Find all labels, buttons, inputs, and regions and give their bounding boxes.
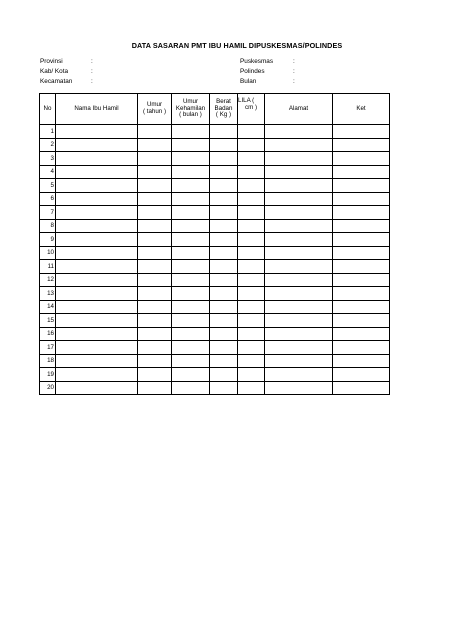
cell-alamat[interactable]	[265, 179, 333, 193]
cell-alamat[interactable]	[265, 368, 333, 382]
table-row	[40, 354, 390, 368]
cell-lila[interactable]	[238, 206, 265, 220]
cell-lila[interactable]	[238, 192, 265, 206]
cell-kehamilan[interactable]	[172, 233, 210, 247]
row-number: 18	[40, 354, 56, 368]
cell-berat[interactable]	[210, 341, 238, 355]
cell-alamat[interactable]	[265, 125, 333, 139]
header-berat-line3: ( Kg )	[215, 111, 232, 119]
info-colon: :	[293, 58, 295, 65]
cell-alamat[interactable]	[265, 233, 333, 247]
cell-ket[interactable]	[333, 354, 390, 368]
header-no: No	[40, 94, 56, 125]
cell-berat[interactable]	[210, 381, 238, 395]
header-ket: Ket	[333, 94, 390, 125]
cell-lila[interactable]	[238, 381, 265, 395]
header-berat-badan	[210, 94, 238, 125]
row-number: 15	[40, 314, 56, 328]
info-puskesmas	[240, 57, 295, 67]
cell-umur[interactable]	[138, 300, 172, 314]
cell-lila[interactable]	[238, 246, 265, 260]
cell-nama[interactable]	[56, 300, 138, 314]
cell-umur[interactable]	[138, 368, 172, 382]
cell-lila[interactable]	[238, 179, 265, 193]
table-row	[40, 138, 390, 152]
cell-umur[interactable]	[138, 219, 172, 233]
cell-kehamilan[interactable]	[172, 246, 210, 260]
row-number: 1	[40, 125, 56, 139]
info-left	[40, 57, 93, 87]
header-umur-line2: ( tahun )	[142, 108, 167, 115]
cell-berat[interactable]	[210, 327, 238, 341]
table-row	[40, 260, 390, 274]
cell-ket[interactable]	[333, 179, 390, 193]
cell-nama[interactable]	[56, 246, 138, 260]
table-row	[40, 192, 390, 206]
header-kehamilan-line2: Kehamilan	[175, 104, 206, 112]
row-number: 10	[40, 246, 56, 260]
info-label: Kecamatan	[40, 78, 73, 85]
row-number: 20	[40, 381, 56, 395]
cell-ket[interactable]	[333, 125, 390, 139]
cell-nama[interactable]	[56, 260, 138, 274]
cell-ket[interactable]	[333, 341, 390, 355]
header-alamat: Alamat	[265, 94, 333, 125]
table-row	[40, 341, 390, 355]
cell-nama[interactable]	[56, 206, 138, 220]
info-kecamatan	[40, 77, 93, 87]
cell-alamat[interactable]	[265, 165, 333, 179]
table-row	[40, 125, 390, 139]
cell-lila[interactable]	[238, 219, 265, 233]
table-row	[40, 381, 390, 395]
cell-lila[interactable]	[238, 368, 265, 382]
table-row	[40, 314, 390, 328]
cell-ket[interactable]	[333, 287, 390, 301]
cell-berat[interactable]	[210, 287, 238, 301]
table-row	[40, 273, 390, 287]
cell-umur[interactable]	[138, 179, 172, 193]
info-colon: :	[293, 78, 295, 85]
cell-lila[interactable]	[238, 233, 265, 247]
cell-nama[interactable]	[56, 368, 138, 382]
row-number: 16	[40, 327, 56, 341]
row-number: 17	[40, 341, 56, 355]
cell-umur[interactable]	[138, 165, 172, 179]
row-number: 19	[40, 368, 56, 382]
cell-alamat[interactable]	[265, 192, 333, 206]
cell-alamat[interactable]	[265, 152, 333, 166]
cell-lila[interactable]	[238, 260, 265, 274]
cell-kehamilan[interactable]	[172, 260, 210, 274]
cell-lila[interactable]	[238, 341, 265, 355]
header-umur	[138, 94, 172, 125]
cell-nama[interactable]	[56, 138, 138, 152]
table-row	[40, 233, 390, 247]
table-row	[40, 287, 390, 301]
cell-umur[interactable]	[138, 354, 172, 368]
table-header-row	[40, 94, 390, 125]
cell-ket[interactable]	[333, 381, 390, 395]
row-number: 7	[40, 206, 56, 220]
cell-alamat[interactable]	[265, 300, 333, 314]
cell-nama[interactable]	[56, 341, 138, 355]
cell-alamat[interactable]	[265, 260, 333, 274]
table-row	[40, 368, 390, 382]
cell-ket[interactable]	[333, 192, 390, 206]
cell-lila[interactable]	[238, 165, 265, 179]
info-label: Bulan	[240, 78, 257, 85]
row-number: 6	[40, 192, 56, 206]
header-umur-line1: Umur	[146, 101, 163, 109]
document-title: DATA SASARAN PMT IBU HAMIL DIPUSKESMAS/POLINDES	[131, 41, 343, 50]
table-row	[40, 152, 390, 166]
cell-lila[interactable]	[238, 273, 265, 287]
cell-umur[interactable]	[138, 287, 172, 301]
cell-berat[interactable]	[210, 273, 238, 287]
data-table	[39, 93, 390, 395]
info-provinsi	[40, 57, 93, 67]
info-bulan	[240, 77, 295, 87]
cell-nama[interactable]	[56, 179, 138, 193]
cell-berat[interactable]	[210, 219, 238, 233]
cell-berat[interactable]	[210, 246, 238, 260]
cell-alamat[interactable]	[265, 206, 333, 220]
cell-umur[interactable]	[138, 206, 172, 220]
cell-nama[interactable]	[56, 381, 138, 395]
cell-kehamilan[interactable]	[172, 368, 210, 382]
cell-berat[interactable]	[210, 206, 238, 220]
cell-lila[interactable]	[238, 354, 265, 368]
cell-umur[interactable]	[138, 260, 172, 274]
info-polindes	[240, 67, 295, 77]
header-kehamilan-line3: ( bulan )	[179, 111, 202, 119]
cell-lila[interactable]	[238, 138, 265, 152]
info-right	[240, 57, 295, 87]
cell-umur[interactable]	[138, 138, 172, 152]
cell-kehamilan[interactable]	[172, 138, 210, 152]
cell-alamat[interactable]	[265, 287, 333, 301]
cell-kehamilan[interactable]	[172, 152, 210, 166]
cell-nama[interactable]	[56, 219, 138, 233]
cell-umur[interactable]	[138, 381, 172, 395]
cell-alamat[interactable]	[265, 341, 333, 355]
cell-alamat[interactable]	[265, 354, 333, 368]
table-row	[40, 165, 390, 179]
info-colon: :	[91, 58, 93, 65]
row-number: 9	[40, 233, 56, 247]
cell-lila[interactable]	[238, 327, 265, 341]
info-label: Polindes	[240, 68, 265, 75]
cell-berat[interactable]	[210, 152, 238, 166]
header-berat-line1: Berat	[216, 98, 231, 106]
cell-lila[interactable]	[238, 300, 265, 314]
table-row	[40, 327, 390, 341]
row-number: 8	[40, 219, 56, 233]
cell-nama[interactable]	[56, 152, 138, 166]
cell-umur[interactable]	[138, 273, 172, 287]
cell-berat[interactable]	[210, 233, 238, 247]
row-number: 3	[40, 152, 56, 166]
table-row	[40, 179, 390, 193]
cell-kehamilan[interactable]	[172, 381, 210, 395]
cell-kehamilan[interactable]	[172, 287, 210, 301]
cell-nama[interactable]	[56, 125, 138, 139]
cell-nama[interactable]	[56, 287, 138, 301]
cell-ket[interactable]	[333, 206, 390, 220]
cell-berat[interactable]	[210, 192, 238, 206]
cell-kehamilan[interactable]	[172, 125, 210, 139]
cell-alamat[interactable]	[265, 273, 333, 287]
info-kab-kota	[40, 67, 93, 77]
cell-ket[interactable]	[333, 368, 390, 382]
info-colon: :	[91, 68, 93, 75]
cell-kehamilan[interactable]	[172, 179, 210, 193]
row-number: 13	[40, 287, 56, 301]
row-number: 2	[40, 138, 56, 152]
cell-berat[interactable]	[210, 300, 238, 314]
cell-alamat[interactable]	[265, 219, 333, 233]
cell-berat[interactable]	[210, 125, 238, 139]
cell-nama[interactable]	[56, 273, 138, 287]
row-number: 4	[40, 165, 56, 179]
table-row	[40, 300, 390, 314]
cell-ket[interactable]	[333, 273, 390, 287]
cell-lila[interactable]	[238, 287, 265, 301]
cell-berat[interactable]	[210, 138, 238, 152]
cell-alamat[interactable]	[265, 327, 333, 341]
cell-berat[interactable]	[210, 368, 238, 382]
cell-kehamilan[interactable]	[172, 192, 210, 206]
cell-berat[interactable]	[210, 314, 238, 328]
cell-kehamilan[interactable]	[172, 219, 210, 233]
cell-lila[interactable]	[238, 125, 265, 139]
cell-berat[interactable]	[210, 260, 238, 274]
cell-kehamilan[interactable]	[172, 341, 210, 355]
cell-nama[interactable]	[56, 165, 138, 179]
cell-ket[interactable]	[333, 138, 390, 152]
header-nama-ibu-hamil: Nama Ibu Hamil	[56, 94, 138, 125]
cell-kehamilan[interactable]	[172, 327, 210, 341]
row-number: 5	[40, 179, 56, 193]
cell-ket[interactable]	[333, 219, 390, 233]
cell-nama[interactable]	[56, 314, 138, 328]
info-colon: :	[293, 68, 295, 75]
header-lila	[238, 94, 265, 125]
info-label: Puskesmas	[240, 58, 274, 65]
row-number: 11	[40, 260, 56, 274]
cell-alamat[interactable]	[265, 314, 333, 328]
header-kehamilan-line1: Umur	[182, 98, 199, 106]
cell-ket[interactable]	[333, 165, 390, 179]
cell-berat[interactable]	[210, 354, 238, 368]
header-umur-kehamilan	[172, 94, 210, 125]
table-row	[40, 219, 390, 233]
cell-nama[interactable]	[56, 192, 138, 206]
cell-lila[interactable]	[238, 152, 265, 166]
info-colon: :	[91, 78, 93, 85]
cell-umur[interactable]	[138, 125, 172, 139]
cell-ket[interactable]	[333, 327, 390, 341]
cell-umur[interactable]	[138, 327, 172, 341]
cell-berat[interactable]	[210, 179, 238, 193]
cell-kehamilan[interactable]	[172, 314, 210, 328]
info-label: Kab/ Kota	[40, 68, 69, 75]
cell-umur[interactable]	[138, 341, 172, 355]
cell-kehamilan[interactable]	[172, 206, 210, 220]
cell-ket[interactable]	[333, 246, 390, 260]
cell-lila[interactable]	[238, 314, 265, 328]
table-row	[40, 246, 390, 260]
cell-alamat[interactable]	[265, 138, 333, 152]
cell-alamat[interactable]	[265, 246, 333, 260]
cell-umur[interactable]	[138, 192, 172, 206]
cell-kehamilan[interactable]	[172, 273, 210, 287]
row-number: 14	[40, 300, 56, 314]
header-lila-line2: cm )	[244, 103, 258, 111]
cell-ket[interactable]	[333, 152, 390, 166]
cell-umur[interactable]	[138, 152, 172, 166]
cell-ket[interactable]	[333, 314, 390, 328]
cell-alamat[interactable]	[265, 381, 333, 395]
cell-nama[interactable]	[56, 327, 138, 341]
table-body	[40, 125, 390, 395]
cell-ket[interactable]	[333, 233, 390, 247]
table-row	[40, 206, 390, 220]
cell-kehamilan[interactable]	[172, 354, 210, 368]
cell-ket[interactable]	[333, 260, 390, 274]
info-label: Provinsi	[40, 58, 63, 65]
cell-umur[interactable]	[138, 246, 172, 260]
cell-kehamilan[interactable]	[172, 165, 210, 179]
row-number: 12	[40, 273, 56, 287]
cell-umur[interactable]	[138, 233, 172, 247]
cell-nama[interactable]	[56, 354, 138, 368]
cell-nama[interactable]	[56, 233, 138, 247]
cell-berat[interactable]	[210, 165, 238, 179]
cell-umur[interactable]	[138, 314, 172, 328]
cell-ket[interactable]	[333, 300, 390, 314]
header-berat-line2: Badan	[214, 104, 233, 112]
header-lila-line1: LILA (	[238, 97, 255, 104]
cell-kehamilan[interactable]	[172, 300, 210, 314]
